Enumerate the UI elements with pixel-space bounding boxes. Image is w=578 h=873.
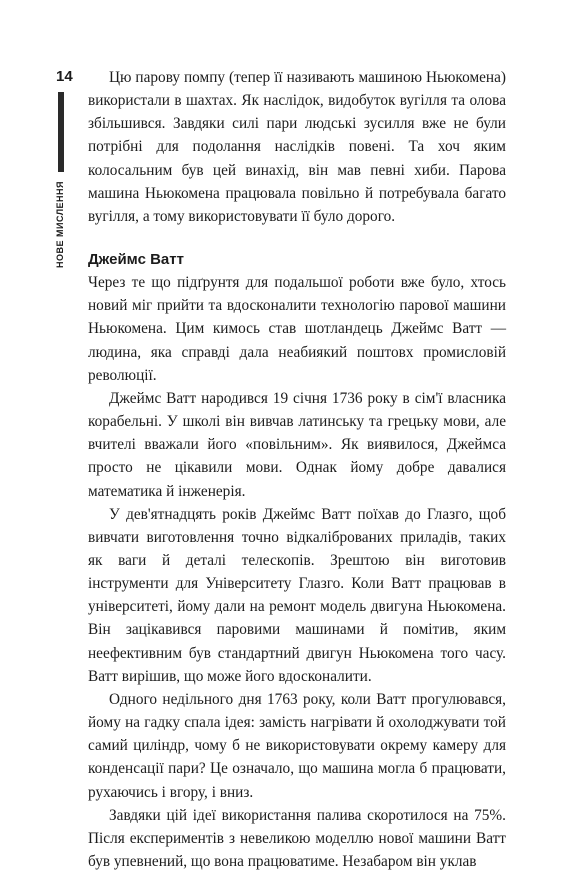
running-header: НОВЕ МИСЛЕННЯ bbox=[55, 180, 65, 268]
paragraph: У дев'ятнадцять років Джеймс Ватт поїхав до Глазго, щоб вивчати виготовлення точно відкаліброваних приладів, таких як ваги й деталі телескопів. Зрештою він виготовив інструменти для Університету Глазго. Коли Ватт працював в університеті, йому дали на ремонт модель двигуна Ньюкомена. Він зацікавився паровими машинами й помітив, яким неефективним був стандартний двигун Ньюкомена того часу. Ватт вирішив, що може його вдосконалити. bbox=[88, 505, 506, 685]
body-text bbox=[88, 66, 506, 873]
side-marker-bar bbox=[58, 92, 64, 172]
intro-paragraph: Цю парову помпу (тепер її називають машиною Ньюкомена) використали в шахтах. Як наслідок, видобуток вугілля та олова збільшився. Завдяки силі пари людські зусилля вже не були потрібні для подолання наслідків повені. Та хоч яким колосальним був цей винахід, він мав певні хиби. Парова машина Ньюкомена працювала повільно й потребувала багато вугілля, а тому використовувати її було дорого. bbox=[88, 69, 506, 225]
paragraph: Джеймс Ватт народився 19 січня 1736 року в сім'ї власника корабельні. У школі він вивчав латинську та грецьку мови, але вчителі вважали його «повільним». Як виявилося, Джеймса просто не цікавили мови. Однак йому добре давалися математика й інженерія. bbox=[88, 389, 506, 500]
paragraph: Через те що підґрунтя для подальшої роботи вже було, хтось новий міг прийти та вдосконалити технологію парової машини Ньюкомена. Цим кимось став шотландець Джеймс Ватт — людина, яка справді дала неабиякий поштовх промисловій революції. bbox=[88, 274, 506, 384]
page-number: 14 bbox=[56, 68, 73, 85]
section-heading: Джеймс Ватт bbox=[88, 251, 184, 269]
paragraph: Завдяки цій ідеї використання палива скоротилося на 75%. Після експериментів з невеликою моделлю нової машини Ватт був упевнений, що вона працюватиме. Незабаром він уклав bbox=[88, 806, 506, 870]
paragraph: Одного недільного дня 1763 року, коли Ватт прогулювався, йому на гадку спала ідея: замість нагрівати й охолоджувати той самий циліндр, чому б не використовувати окрему камеру для конденсації пари? Це означало, що машина могла б працювати, рухаючись і вгору, і вниз. bbox=[88, 690, 506, 801]
